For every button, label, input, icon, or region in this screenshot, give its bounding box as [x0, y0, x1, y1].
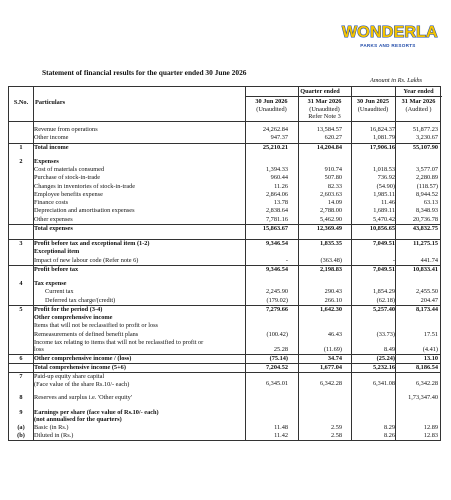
row-label: Items that will not be reclassified to profit or loss	[34, 322, 158, 330]
row-value-col1: (75.14)	[269, 354, 288, 362]
row-value-col1: 6,345.01	[265, 380, 288, 388]
row-label: Earnings per share (face value of Rs.10/- each) (not annualised for the quarters)	[34, 408, 159, 423]
logo-brand: WONDERLA	[342, 24, 438, 41]
row-value-col2: 2,198.83	[319, 265, 342, 273]
table-row	[9, 166, 440, 174]
row-value-col3: 5,257.40	[372, 305, 395, 313]
row-sno: 7	[19, 373, 23, 381]
col2-status: (Unaudited)	[309, 106, 340, 113]
table-row	[9, 372, 440, 388]
logo-tagline: PARKS AND RESORTS	[360, 43, 416, 48]
row-value-col2: 46.43	[327, 330, 342, 338]
row-value-col4: 8,173.44	[415, 305, 438, 313]
row-value-col3: 1,689.11	[373, 207, 395, 215]
row-value-col2: 1,677.04	[319, 364, 342, 371]
table-row	[9, 134, 440, 142]
row-label: Cost of materials consumed	[34, 166, 105, 173]
row-label: Finance costs	[34, 199, 69, 206]
row-value-col4: 6,342.28	[415, 380, 438, 388]
table-row	[9, 174, 440, 182]
row-value-col2: 507.80	[324, 174, 342, 182]
row-value-col4: 8,186.54	[415, 364, 438, 371]
row-value-col4: 1,73,347.40	[408, 394, 438, 402]
row-value-col4: 12.89	[423, 423, 438, 431]
col3-date: 30 Jun 2025	[356, 98, 390, 105]
table-row	[9, 207, 440, 215]
row-value-col2: 2.58	[330, 431, 342, 439]
row-value-col1: 2,864.06	[265, 190, 288, 198]
row-value-col4: 3,230.67	[415, 134, 438, 142]
row-value-col3: (62.18)	[376, 296, 395, 304]
row-value-col1: 2,245.90	[265, 288, 288, 296]
row-sno: 9	[19, 408, 23, 416]
row-label: Deferred tax charge/(credit)	[34, 296, 116, 304]
table-row	[9, 126, 440, 134]
row-value-col2: 2,603.63	[319, 190, 342, 198]
row-value-col3: 11.46	[381, 199, 395, 206]
row-sno: 5	[19, 305, 23, 313]
row-label: Employee benefits expense	[34, 190, 103, 198]
table-row	[9, 354, 440, 363]
row-label: Reserves and surplus i.e. 'Other equity'	[34, 394, 132, 402]
row-value-col4: (118.57)	[416, 182, 438, 190]
row-value-col4: 8,348.93	[415, 207, 438, 215]
table-body	[9, 122, 440, 440]
row-value-col3: 1,985.11	[373, 190, 395, 198]
row-value-col1: 7,204.52	[265, 364, 288, 371]
table-row	[9, 322, 440, 330]
row-value-col1: 9,346.54	[265, 240, 288, 247]
table-row	[9, 199, 440, 207]
col3-status: (Unaudited)	[357, 106, 389, 113]
table-row	[9, 424, 440, 432]
row-label: Purchase of stock-in-trade	[34, 174, 101, 182]
row-value-col3: -	[392, 256, 395, 264]
row-label: Revenue from operations	[34, 126, 98, 133]
row-value-col3: 16,824.37	[369, 126, 395, 133]
row-value-col1: (179.02)	[266, 296, 288, 304]
row-value-col3: 8.26	[383, 431, 395, 439]
row-value-col3: 5,232.16	[372, 364, 395, 371]
table-row	[9, 409, 440, 424]
row-value-col1: (100.42)	[266, 330, 288, 338]
row-value-col4: 204.47	[420, 296, 438, 304]
row-value-col3: 8.29	[383, 423, 395, 431]
table-row	[9, 339, 440, 354]
col1-status: (Unaudited)	[256, 106, 287, 113]
row-value-col3: 7,049.51	[372, 240, 395, 247]
row-value-col1: 11.26	[274, 182, 288, 190]
row-value-col4: 3,577.07	[415, 166, 438, 173]
row-label: Other income	[34, 134, 69, 142]
row-value-col3: 1,854.29	[372, 288, 395, 296]
company-logo	[342, 24, 438, 62]
table-row	[9, 191, 440, 199]
row-label: Profit before tax and exceptional item (1-2)	[34, 240, 150, 247]
row-value-col2: 82.33	[327, 182, 342, 190]
row-value-col3: 7,049.51	[372, 265, 395, 273]
row-value-col2: 14,204.84	[316, 143, 342, 151]
row-value-col3: 5,470.42	[372, 215, 395, 223]
header-sno: S.No.	[13, 99, 29, 106]
row-sno: 4	[19, 280, 23, 287]
financial-results-table	[8, 86, 441, 441]
row-value-col2: 5,462.90	[319, 215, 342, 223]
row-sno: 1	[19, 143, 23, 151]
table-row	[9, 183, 440, 191]
row-value-col1: 9,346.54	[265, 265, 288, 273]
row-value-col4: 2,280.89	[415, 174, 438, 182]
row-value-col3: 736.92	[377, 174, 395, 182]
row-value-col4: 63.13	[423, 199, 438, 206]
row-value-col4: 51,877.23	[412, 126, 438, 133]
table-row	[9, 314, 440, 322]
row-label: Profit for the period (3-4)	[34, 305, 103, 313]
row-value-col4: 11,275.15	[413, 240, 438, 247]
row-value-col4: 441.74	[420, 256, 438, 264]
row-label: Total income	[34, 143, 69, 151]
table-row	[9, 305, 440, 314]
row-label: Remeasurements of defined benefit plans	[34, 330, 139, 338]
row-label: Diluted in (Rs.)	[34, 431, 74, 439]
row-value-col2: 34.74	[327, 354, 342, 362]
row-value-col1: 11.42	[274, 431, 288, 439]
row-label: Other comprehensive income / (loss)	[34, 354, 132, 362]
row-label: Profit before tax	[34, 265, 79, 273]
table-row	[9, 143, 440, 152]
statement-title: Statement of financial results for the quarter ended 30 June 2026	[42, 68, 247, 77]
row-value-col1: -	[285, 256, 288, 264]
table-row	[9, 265, 440, 274]
row-value-col2: 12,369.49	[316, 224, 342, 232]
row-sno: 8	[19, 394, 23, 402]
row-value-col2: 620.27	[324, 134, 342, 142]
header-particulars: Particulars	[35, 99, 66, 106]
row-value-col4: 13.10	[423, 354, 438, 362]
row-value-col3: 6,341.08	[372, 380, 395, 388]
table-row	[9, 257, 440, 265]
col4-date: 31 Mar 2026	[401, 98, 436, 105]
table-row	[9, 248, 440, 256]
table-row	[9, 239, 440, 248]
row-value-col3: (33.73)	[376, 330, 395, 338]
row-label: Impact of new labour code (Refer note 6)	[34, 256, 139, 264]
row-value-col1: 1,394.33	[265, 166, 288, 173]
row-sno: 3	[19, 240, 23, 247]
row-value-col2: 910.74	[324, 166, 342, 173]
col2-note: Refer Note 3	[308, 113, 341, 120]
row-value-col3: (25.24)	[376, 354, 395, 362]
row-value-col1: 7,279.66	[265, 305, 288, 313]
row-label: Expenses	[34, 157, 59, 165]
table-row	[9, 331, 440, 339]
table-row	[9, 280, 440, 288]
table-row	[9, 394, 440, 402]
row-value-col1: 25,210.21	[262, 143, 288, 151]
row-value-col2: 290.43	[324, 288, 342, 296]
row-label: Total expenses	[34, 224, 73, 232]
row-value-col4: 17.51	[423, 330, 438, 338]
row-value-col4: 55,107.90	[412, 143, 438, 151]
row-value-col1: 25.28	[273, 345, 288, 353]
row-label: Depreciation and amortisation expenses	[34, 207, 135, 215]
row-sno: (b)	[17, 431, 25, 439]
row-label: Exceptional item	[34, 248, 80, 256]
row-value-col1: 960.44	[270, 174, 288, 182]
header-year-ended: Year ended	[403, 88, 434, 95]
table-row	[9, 158, 440, 166]
row-value-col4: 12.83	[423, 431, 438, 439]
row-value-col1: 24,262.84	[262, 126, 288, 133]
row-value-col4: (4.41)	[422, 345, 438, 353]
row-value-col2: 14.09	[327, 199, 342, 206]
row-value-col2: 13,584.57	[316, 126, 342, 133]
row-value-col3: 1,081.79	[372, 134, 395, 142]
row-value-col2: 266.10	[324, 296, 342, 304]
row-label: Changes in inventories of stock-in-trade	[34, 182, 136, 190]
table-row	[9, 432, 440, 440]
row-value-col4: 2,455.50	[415, 288, 438, 296]
row-value-col1: 11.48	[274, 423, 288, 431]
row-label: Other comprehensive income	[34, 314, 113, 321]
col2-date: 31 Mar 2026	[307, 98, 342, 105]
row-value-col3: 1,018.53	[372, 166, 395, 173]
header-quarter-ended: Quarter ended	[300, 88, 340, 95]
row-value-col1: 2,838.64	[265, 207, 288, 215]
row-label: Current tax	[34, 288, 74, 296]
row-value-col2: 1,642.30	[319, 305, 342, 313]
row-value-col2: 2,788.00	[319, 207, 342, 215]
row-value-col1: 7,781.16	[265, 215, 288, 223]
table-row	[9, 216, 440, 224]
row-label: Basic (in Rs.)	[34, 423, 69, 431]
table-row	[9, 297, 440, 305]
row-sno: 6	[19, 354, 23, 362]
row-value-col1: 947.37	[270, 134, 288, 142]
row-value-col2: (11.69)	[323, 345, 342, 353]
row-value-col3: (54.90)	[376, 182, 395, 190]
table-row	[9, 224, 440, 233]
amount-unit-note: Amount in Rs. Lakhs	[370, 77, 423, 84]
row-label: Total comprehensive income (5+6)	[34, 364, 126, 371]
row-value-col4: 10,833.41	[412, 265, 438, 273]
col1-date: 30 Jun 2026	[255, 98, 288, 105]
col4-status: (Audited )	[405, 106, 432, 113]
row-value-col4: 8,944.52	[415, 190, 438, 198]
row-label: Paid-up equity share capital (Face value of the share Rs.10/- each)	[34, 373, 130, 388]
table-row	[9, 288, 440, 296]
row-value-col3: 10,856.65	[369, 224, 395, 232]
row-value-col2: (363.48)	[320, 256, 342, 264]
row-value-col3: 17,906.16	[369, 143, 395, 151]
row-value-col2: 2.59	[330, 423, 342, 431]
row-value-col1: 13.78	[273, 199, 288, 206]
row-label: Other expenses	[34, 215, 73, 223]
row-value-col1: 15,863.67	[262, 224, 288, 232]
row-sno: 2	[19, 157, 23, 165]
row-value-col2: 6,342.28	[319, 380, 342, 388]
table-row	[9, 363, 440, 372]
row-value-col3: 8.49	[383, 345, 395, 353]
row-sno: (a)	[17, 423, 25, 431]
table-header	[9, 87, 440, 122]
row-value-col2: 1,835.35	[319, 240, 342, 247]
row-value-col4: 20,736.78	[412, 215, 438, 223]
row-value-col4: 43,832.75	[412, 224, 438, 232]
row-label: Income tax relating to items that will not be reclassified to profit or loss	[34, 338, 204, 354]
row-label: Tax expense	[34, 280, 67, 287]
